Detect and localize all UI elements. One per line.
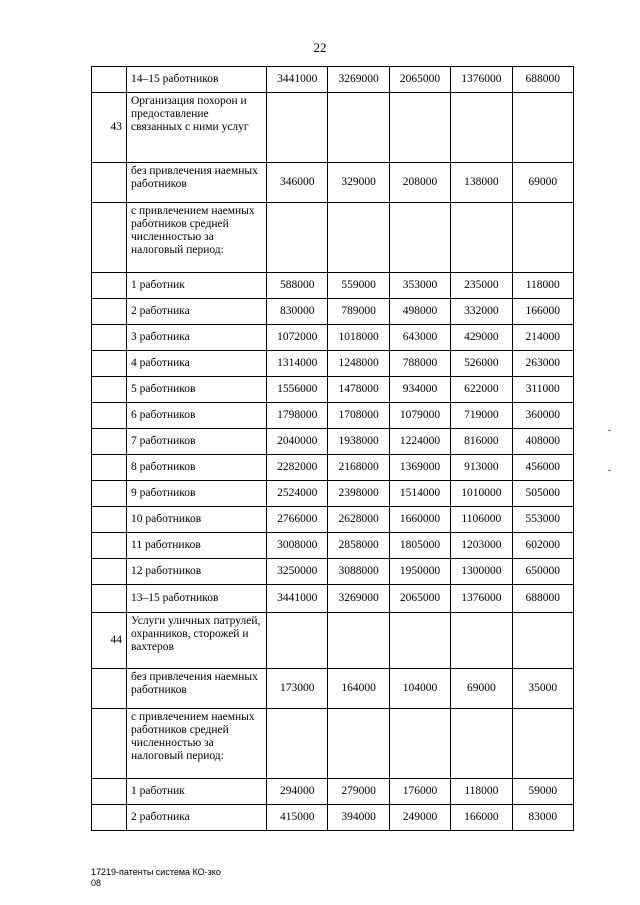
table-row: [92, 429, 574, 455]
value-cell: [512, 709, 573, 779]
row-number-cell: [92, 805, 127, 831]
value-cell: 3250000: [267, 559, 328, 585]
description-cell: 12 работников: [127, 559, 267, 585]
value-cell: [328, 613, 389, 669]
value-cell: 3269000: [328, 67, 389, 93]
value-cell: 1708000: [328, 403, 389, 429]
value-cell: 1514000: [389, 481, 450, 507]
value-cell: 816000: [451, 429, 512, 455]
value-cell: 688000: [512, 67, 573, 93]
description-cell: 13–15 работников: [127, 585, 267, 613]
scan-mark: [608, 430, 611, 431]
value-cell: 166000: [512, 299, 573, 325]
value-cell: 1300000: [451, 559, 512, 585]
value-cell: 214000: [512, 325, 573, 351]
value-cell: 176000: [389, 779, 450, 805]
table-row: [92, 613, 574, 669]
value-cell: 2065000: [389, 585, 450, 613]
value-cell: 360000: [512, 403, 573, 429]
value-cell: 164000: [328, 669, 389, 709]
table-row: [92, 585, 574, 613]
value-cell: 69000: [451, 669, 512, 709]
value-cell: 3441000: [267, 67, 328, 93]
description-cell: 3 работника: [127, 325, 267, 351]
value-cell: 263000: [512, 351, 573, 377]
value-cell: [451, 709, 512, 779]
value-cell: 2398000: [328, 481, 389, 507]
value-cell: 346000: [267, 163, 328, 203]
footer-page-code: 08: [91, 878, 102, 888]
value-cell: [328, 203, 389, 273]
row-number-cell: 44: [92, 613, 127, 669]
value-cell: 249000: [389, 805, 450, 831]
value-cell: 294000: [267, 779, 328, 805]
page-number: 22: [313, 40, 327, 55]
value-cell: 830000: [267, 299, 328, 325]
table-row: [92, 709, 574, 779]
row-number-cell: [92, 481, 127, 507]
value-cell: 1950000: [389, 559, 450, 585]
value-cell: 235000: [451, 273, 512, 299]
value-cell: 1224000: [389, 429, 450, 455]
value-cell: 2766000: [267, 507, 328, 533]
row-number-cell: [92, 533, 127, 559]
value-cell: 353000: [389, 273, 450, 299]
description-cell: с привлечением наемных работников средней численностью за налоговый период:: [127, 709, 267, 779]
row-number-cell: [92, 585, 127, 613]
table-row: [92, 669, 574, 709]
value-cell: 166000: [451, 805, 512, 831]
value-cell: [267, 613, 328, 669]
value-cell: 1805000: [389, 533, 450, 559]
value-cell: 279000: [328, 779, 389, 805]
footer: [91, 867, 221, 889]
value-cell: 1079000: [389, 403, 450, 429]
value-cell: 622000: [451, 377, 512, 403]
value-cell: 311000: [512, 377, 573, 403]
value-cell: 83000: [512, 805, 573, 831]
value-cell: 1938000: [328, 429, 389, 455]
table-row: [92, 481, 574, 507]
value-cell: 1376000: [451, 585, 512, 613]
row-number-cell: [92, 559, 127, 585]
value-cell: 553000: [512, 507, 573, 533]
table-row: [92, 377, 574, 403]
value-cell: 2168000: [328, 455, 389, 481]
value-cell: [451, 203, 512, 273]
value-cell: 138000: [451, 163, 512, 203]
value-cell: 415000: [267, 805, 328, 831]
tax-rates-table: [91, 66, 574, 831]
value-cell: 559000: [328, 273, 389, 299]
value-cell: 1314000: [267, 351, 328, 377]
table-row: [92, 273, 574, 299]
table-row: [92, 403, 574, 429]
value-cell: 3008000: [267, 533, 328, 559]
value-cell: 526000: [451, 351, 512, 377]
value-cell: [389, 613, 450, 669]
value-cell: 1018000: [328, 325, 389, 351]
value-cell: 2858000: [328, 533, 389, 559]
description-cell: 2 работника: [127, 805, 267, 831]
table-row: [92, 203, 574, 273]
table-row: [92, 351, 574, 377]
value-cell: 1072000: [267, 325, 328, 351]
description-cell: 2 работника: [127, 299, 267, 325]
value-cell: 118000: [451, 779, 512, 805]
row-number-cell: [92, 429, 127, 455]
description-cell: 7 работников: [127, 429, 267, 455]
value-cell: 1376000: [451, 67, 512, 93]
table-row: [92, 455, 574, 481]
value-cell: 588000: [267, 273, 328, 299]
value-cell: 329000: [328, 163, 389, 203]
value-cell: 59000: [512, 779, 573, 805]
value-cell: 173000: [267, 669, 328, 709]
value-cell: 2628000: [328, 507, 389, 533]
description-cell: без привлечения наемных работников: [127, 669, 267, 709]
table-row: [92, 67, 574, 93]
value-cell: 1203000: [451, 533, 512, 559]
value-cell: [328, 93, 389, 163]
table-row: [92, 163, 574, 203]
row-number-cell: [92, 67, 127, 93]
scan-mark: [608, 470, 611, 471]
value-cell: 789000: [328, 299, 389, 325]
value-cell: 650000: [512, 559, 573, 585]
description-cell: 14–15 работников: [127, 67, 267, 93]
value-cell: 498000: [389, 299, 450, 325]
value-cell: 505000: [512, 481, 573, 507]
table-row: [92, 805, 574, 831]
table-row: [92, 559, 574, 585]
footer-filename: 17219-патенты система КО-зко: [91, 867, 221, 877]
value-cell: 3441000: [267, 585, 328, 613]
row-number-cell: [92, 779, 127, 805]
value-cell: 394000: [328, 805, 389, 831]
row-number-cell: [92, 507, 127, 533]
value-cell: 104000: [389, 669, 450, 709]
description-cell: 1 работник: [127, 779, 267, 805]
description-cell: 4 работника: [127, 351, 267, 377]
table-row: [92, 779, 574, 805]
value-cell: [451, 613, 512, 669]
value-cell: 1798000: [267, 403, 328, 429]
row-number-cell: [92, 325, 127, 351]
description-cell: 5 работников: [127, 377, 267, 403]
description-cell: 9 работников: [127, 481, 267, 507]
value-cell: 788000: [389, 351, 450, 377]
value-cell: [389, 203, 450, 273]
row-number-cell: [92, 709, 127, 779]
table-row: [92, 299, 574, 325]
value-cell: 118000: [512, 273, 573, 299]
value-cell: [512, 613, 573, 669]
table-body: [92, 67, 574, 831]
description-cell: 6 работников: [127, 403, 267, 429]
table-row: [92, 533, 574, 559]
value-cell: 719000: [451, 403, 512, 429]
value-cell: 1010000: [451, 481, 512, 507]
value-cell: 35000: [512, 669, 573, 709]
value-cell: 408000: [512, 429, 573, 455]
value-cell: 456000: [512, 455, 573, 481]
value-cell: 934000: [389, 377, 450, 403]
value-cell: 688000: [512, 585, 573, 613]
description-cell: с привлечением наемных работников средней численностью за налоговый период:: [127, 203, 267, 273]
row-number-cell: [92, 455, 127, 481]
row-number-cell: [92, 669, 127, 709]
value-cell: 332000: [451, 299, 512, 325]
value-cell: 1248000: [328, 351, 389, 377]
value-cell: 3088000: [328, 559, 389, 585]
value-cell: 2040000: [267, 429, 328, 455]
value-cell: 429000: [451, 325, 512, 351]
value-cell: [328, 709, 389, 779]
row-number-cell: [92, 377, 127, 403]
value-cell: 1556000: [267, 377, 328, 403]
table-row: [92, 325, 574, 351]
value-cell: 602000: [512, 533, 573, 559]
value-cell: [267, 709, 328, 779]
row-number-cell: [92, 163, 127, 203]
description-cell: без привлечения наемных работников: [127, 163, 267, 203]
value-cell: 69000: [512, 163, 573, 203]
row-number-cell: [92, 203, 127, 273]
value-cell: 1660000: [389, 507, 450, 533]
value-cell: 1478000: [328, 377, 389, 403]
description-cell: Организация похорон и предоставление связанных с ними услуг: [127, 93, 267, 163]
value-cell: [389, 709, 450, 779]
description-cell: 11 работников: [127, 533, 267, 559]
value-cell: 913000: [451, 455, 512, 481]
description-cell: 1 работник: [127, 273, 267, 299]
value-cell: 2282000: [267, 455, 328, 481]
row-number-cell: [92, 299, 127, 325]
value-cell: 643000: [389, 325, 450, 351]
row-number-cell: 43: [92, 93, 127, 163]
row-number-cell: [92, 351, 127, 377]
value-cell: [512, 203, 573, 273]
value-cell: [267, 93, 328, 163]
value-cell: 2524000: [267, 481, 328, 507]
row-number-cell: [92, 273, 127, 299]
description-cell: 10 работников: [127, 507, 267, 533]
value-cell: [512, 93, 573, 163]
table-row: [92, 507, 574, 533]
value-cell: 208000: [389, 163, 450, 203]
value-cell: 1106000: [451, 507, 512, 533]
value-cell: 1369000: [389, 455, 450, 481]
value-cell: 2065000: [389, 67, 450, 93]
value-cell: [451, 93, 512, 163]
table-row: [92, 93, 574, 163]
description-cell: Услуги уличных патрулей, охранников, сторожей и вахтеров: [127, 613, 267, 669]
value-cell: [389, 93, 450, 163]
value-cell: [267, 203, 328, 273]
description-cell: 8 работников: [127, 455, 267, 481]
value-cell: 3269000: [328, 585, 389, 613]
row-number-cell: [92, 403, 127, 429]
